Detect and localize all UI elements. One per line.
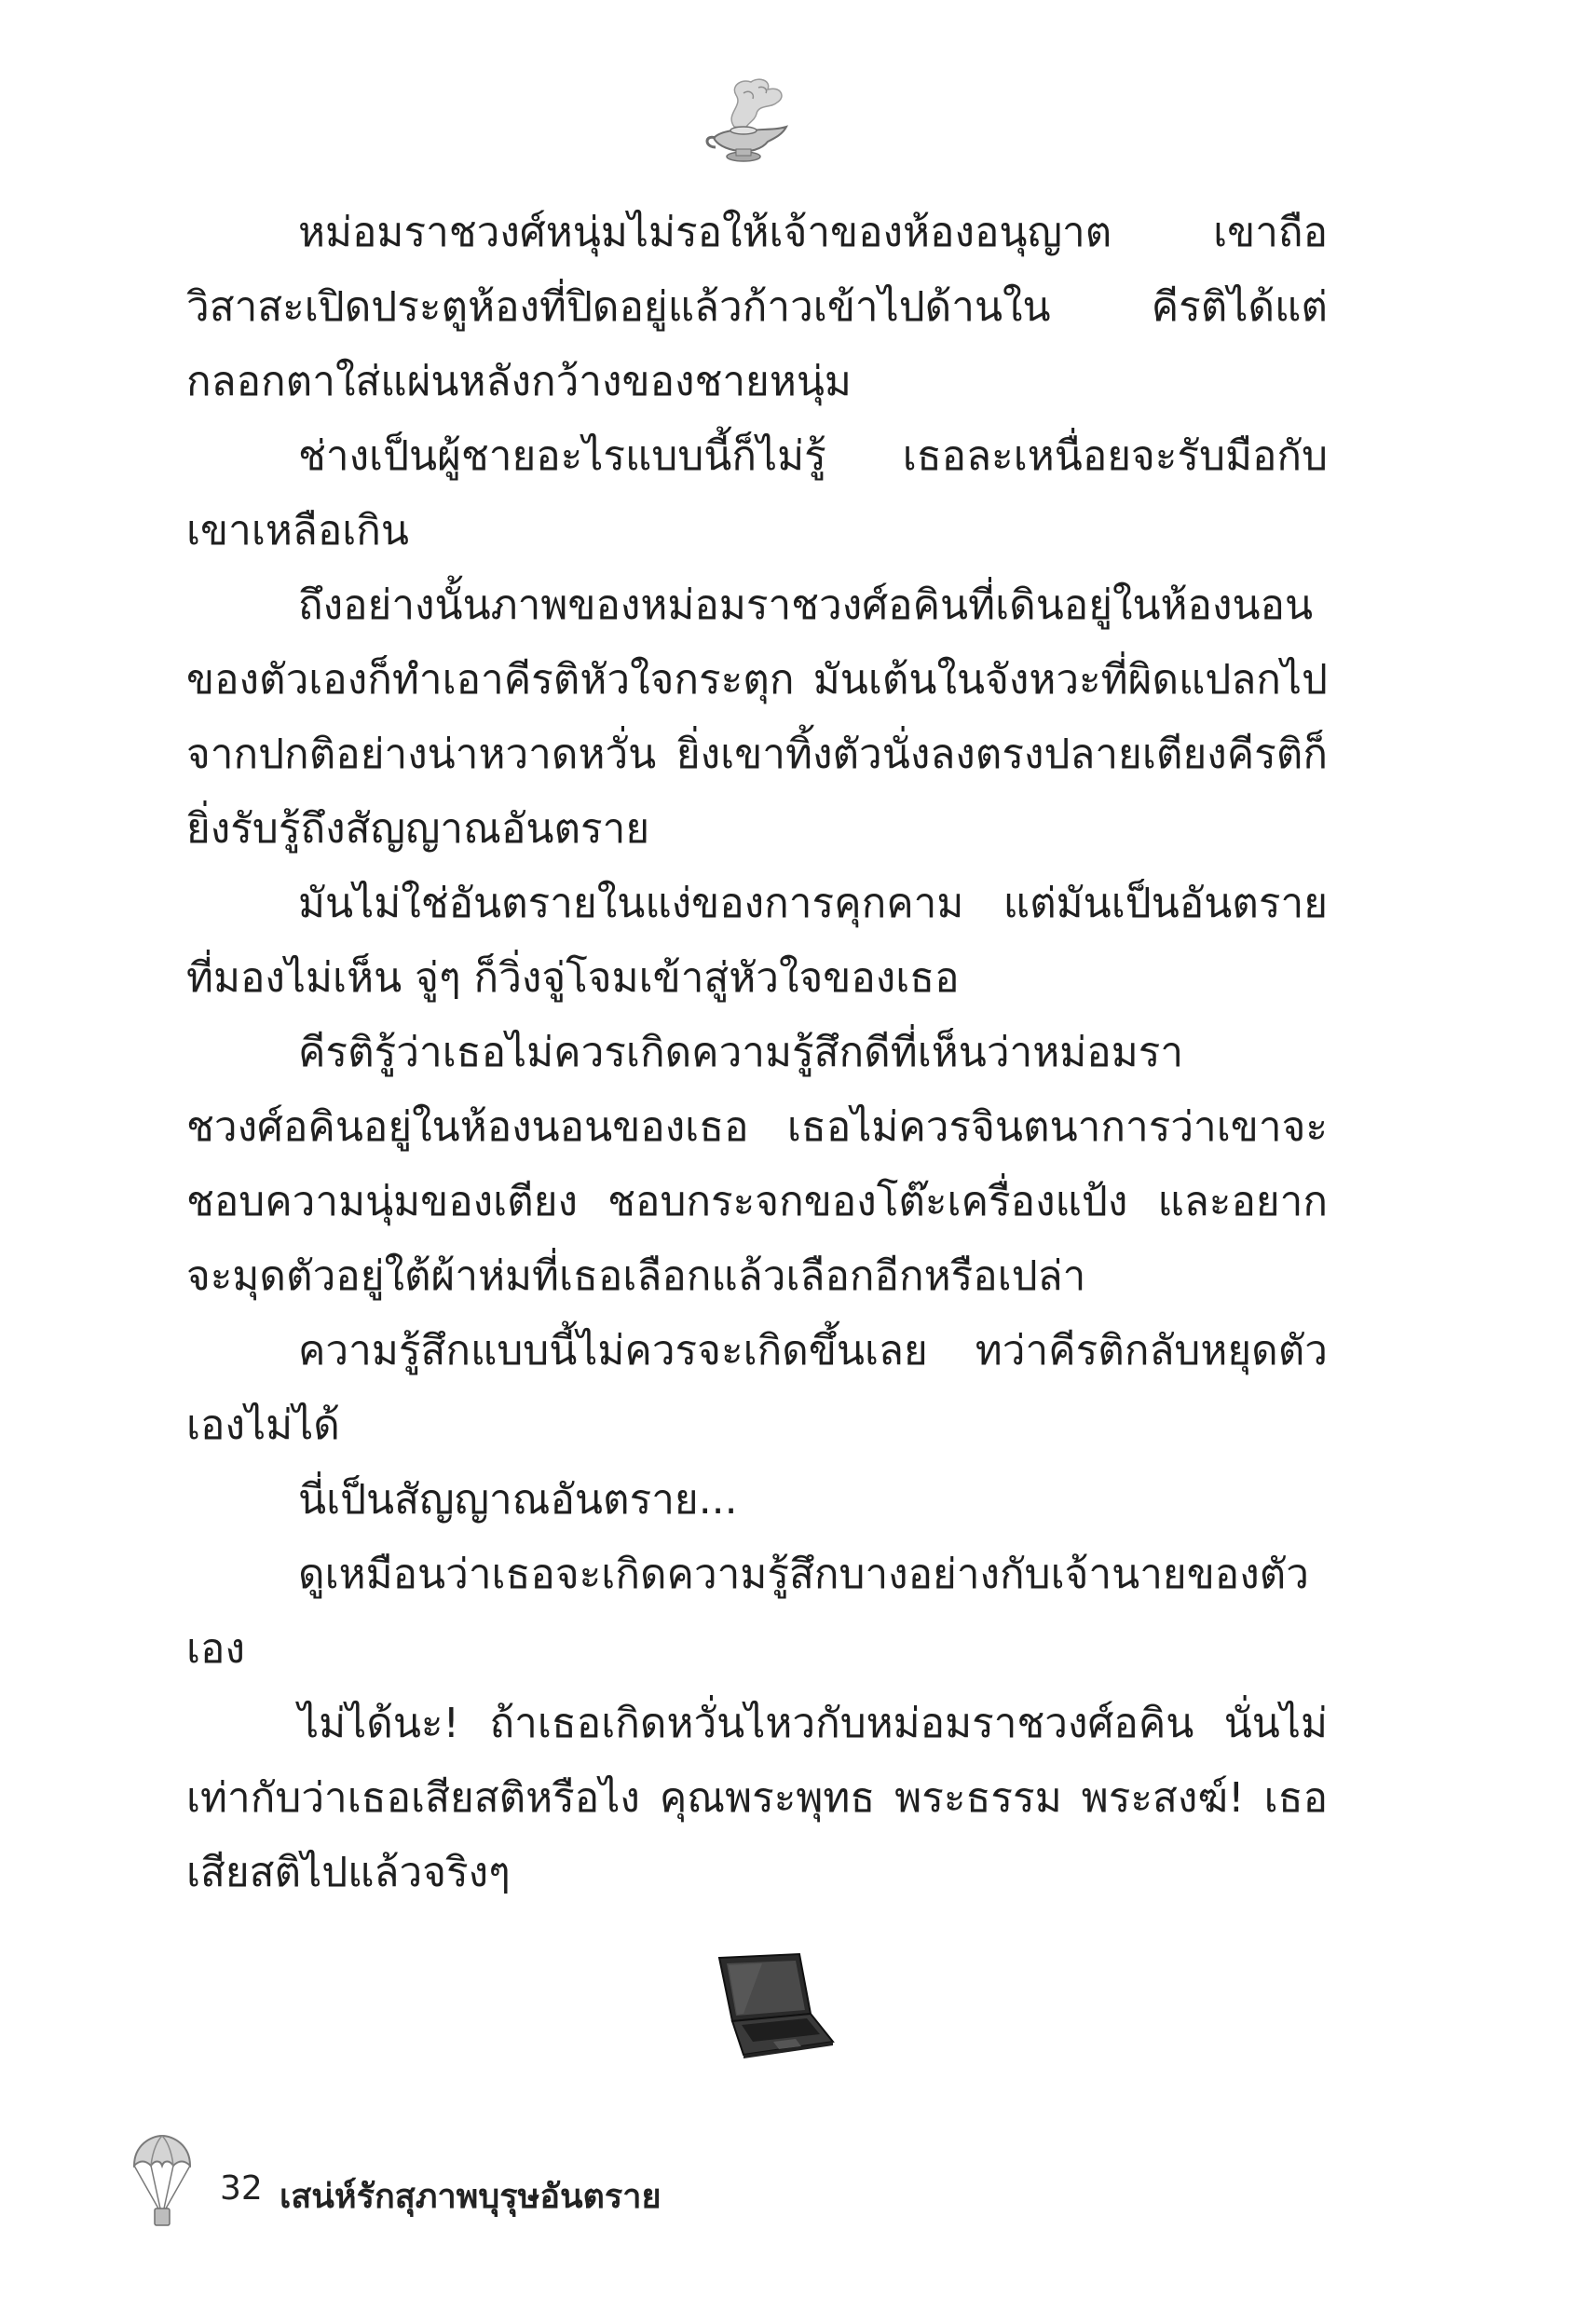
page-footer (130, 2134, 876, 2236)
paragraph: หม่อมราชวงศ์หนุ่มไม่รอให้เจ้าของห้องอนุญาต เขาถือวิสาสะเปิดประตูห้องที่ปิดอยู่แล้วก้าวเข้าไปด้านใน คีรติได้แต่กลอกตาใส่แผ่นหลังกว้างของชายหนุ่ม (186, 209, 1328, 405)
parachute-icon (130, 2134, 194, 2231)
paragraph: นี่เป็นสัญญาณอันตราย... (298, 1476, 738, 1524)
laptop-icon (706, 1952, 837, 2064)
genie-lamp-icon (697, 73, 799, 166)
paragraph: ดูเหมือนว่าเธอจะเกิดความรู้สึกบางอย่างกับเจ้านายของตัวเอง (186, 1551, 1309, 1673)
page-number: 32 (220, 2169, 263, 2208)
body-text (186, 196, 1328, 1910)
paragraph: ช่างเป็นผู้ชายอะไรแบบนี้ก็ไม่รู้ เธอละเหนื่อยจะรับมือกับเขาเหลือเกิน (186, 432, 1328, 554)
paragraph: ไม่ได้นะ! ถ้าเธอเกิดหวั่นไหวกับหม่อมราชวงศ์อคิน นั่นไม่เท่ากับว่าเธอเสียสติหรือไง คุณพระพุทธ พระธรรม พระสงฆ์! เธอเสียสติไปแล้วจริงๆ (186, 1700, 1328, 1896)
paragraph: คีรติรู้ว่าเธอไม่ควรเกิดความรู้สึกดีที่เห็นว่าหม่อมราชวงศ์อคินอยู่ในห้องนอนของเธอ เธอไม่ควรจินตนาการว่าเขาจะชอบความนุ่มของเตียง ชอบกระจกของโต๊ะเครื่องแป้ง และอยากจะมุดตัวอยู่ใต้ผ้าห่มที่เธอเลือกแล้วเลือกอีกหรือเปล่า (186, 1029, 1328, 1300)
book-title: เสน่ห์รักสุภาพบุรุษอันตราย (280, 2178, 662, 2216)
paragraph: มันไม่ใช่อันตรายในแง่ของการคุกคาม แต่มันเป็นอันตรายที่มองไม่เห็น จู่ๆ ก็วิ่งจู่โจมเข้าสู่หัวใจของเธอ (186, 880, 1328, 1002)
paragraph: ความรู้สึกแบบนี้ไม่ควรจะเกิดขึ้นเลย ทว่าคีรติกลับหยุดตัวเองไม่ได้ (186, 1327, 1328, 1449)
paragraph: ถึงอย่างนั้นภาพของหม่อมราชวงศ์อคินที่เดินอยู่ในห้องนอนของตัวเองก็ทำเอาคีรติหัวใจกระตุก มันเต้นในจังหวะที่ผิดแปลกไปจากปกติอย่างน่าหวาดหวั่น ยิ่งเขาทิ้งตัวนั่งลงตรงปลายเตียงคีรติก็ยิ่งรับรู้ถึงสัญญาณอันตราย (186, 581, 1328, 853)
